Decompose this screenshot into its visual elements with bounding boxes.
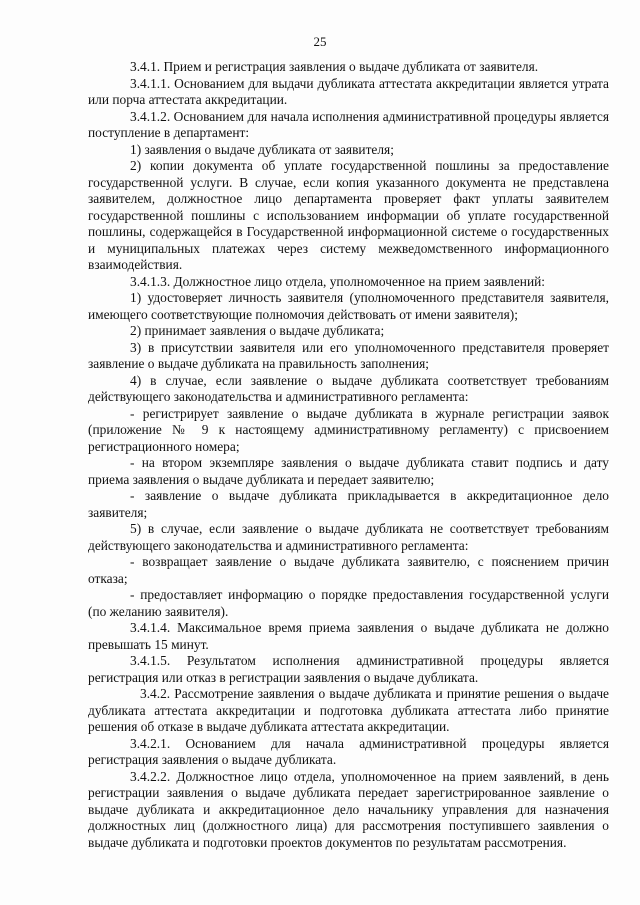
paragraph: - на втором экземпляре заявления о выдаче дубликата ставит подпись и дату приема заявления о выдаче дубликата и передает заявителю; xyxy=(88,455,609,487)
paragraph: 3.4.2. Рассмотрение заявления о выдаче дубликата и принятие решения о выдаче дубликата аттестата аккредитации и подготовка дубликата аттестата либо принятие решения об отказе в выдаче дубликата аттестата аккредитации. xyxy=(88,686,609,734)
paragraph: 3.4.1.4. Максимальное время приема заявления о выдаче дубликата не должно превышать 15 минут. xyxy=(88,620,609,652)
paragraph: - возвращает заявление о выдаче дубликата заявителю, с пояснением причин отказа; xyxy=(88,554,609,586)
paragraph: - предоставляет информацию о порядке предоставления государственной услуги (по желанию заявителя). xyxy=(88,587,609,619)
paragraph: 5) в случае, если заявление о выдаче дубликата не соответствует требованиям действующего законодательства и административного регламента: xyxy=(88,521,609,553)
paragraph: - регистрирует заявление о выдаче дубликата в журнале регистрации заявок (приложение № 9 к настоящему административному регламенту) с присвоением регистрационного номера; xyxy=(88,405,609,454)
paragraph: - заявление о выдаче дубликата прикладывается в аккредитационное дело заявителя; xyxy=(88,488,609,520)
paragraph: 3.4.1. Прием и регистрация заявления о выдаче дубликата от заявителя. xyxy=(130,59,539,74)
paragraph: 3) в присутствии заявителя или его уполномоченного представителя проверяет заявление о выдаче дубликата на правильность заполнения; xyxy=(88,339,609,371)
paragraph: 3.4.2.2. Должностное лицо отдела, уполномоченное на прием заявлений, в день регистрации заявления о выдаче дубликата передает зарегистрированное заявление о выдаче дубликата и аккредитационное дело начальнику управления для назначения должностных лиц (должностного лица) для рассмотрения поступившего заявления о выдаче дубликата и подготовки проектов документов по результатам рассмотрения. xyxy=(88,768,609,850)
paragraph: 3.4.1.1. Основанием для выдачи дубликата аттестата аккредитации является утрата или порча аттестата аккредитации. xyxy=(88,75,609,107)
paragraph: 2) копии документа об уплате государственной пошлины за предоставление государственной услуги. В случае, если копия указанного документа не представлена заявителем, должностное лицо департамента проверяет факт уплаты заявителем государственной пошлины с использованием информации об уплате государственной пошлины, содержащейся в Государственной информационной системе о государственных и муниципальных платежах через систему межведомственного информационного взаимодействия. xyxy=(88,158,609,272)
paragraph: 3.4.1.2. Основанием для начала исполнения административной процедуры является поступление в департамент: xyxy=(88,108,609,140)
paragraph: 3.4.1.3. Должностное лицо отдела, уполномоченное на прием заявлений: xyxy=(130,273,546,289)
paragraph: 3.4.1.5. Результатом исполнения административной процедуры является регистрация или отказ в регистрации заявления о выдаче дубликата. xyxy=(88,653,609,685)
paragraph: 2) принимает заявления о выдаче дубликата; xyxy=(130,323,385,338)
paragraph: 1) заявления о выдаче дубликата от заявителя; xyxy=(130,141,394,157)
document-body xyxy=(88,59,609,851)
page-number: 25 xyxy=(313,34,327,49)
paragraph: 4) в случае, если заявление о выдаче дубликата соответствует требованиям действующего законодательства и административного регламента: xyxy=(88,372,609,404)
paragraph: 3.4.2.1. Основанием для начала административной процедуры является регистрация заявления о выдаче дубликата. xyxy=(88,735,609,767)
paragraph: 1) удостоверяет личность заявителя (уполномоченного представителя заявителя, имеющего соответствующие полномочия действовать от имени заявителя); xyxy=(88,290,609,322)
